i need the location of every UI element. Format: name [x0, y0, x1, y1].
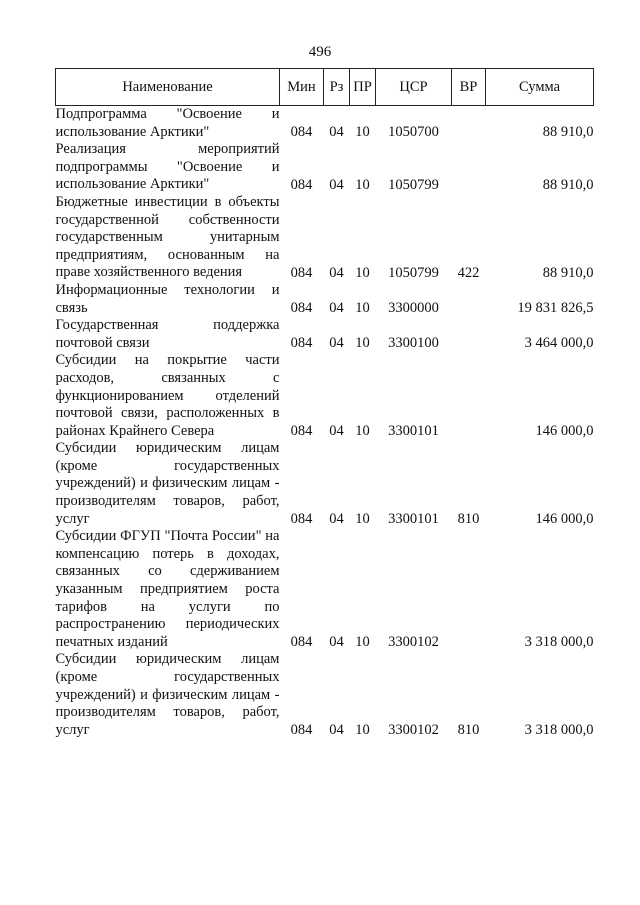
table-row [56, 141, 594, 194]
row-sum: 3 464 000,0 [524, 335, 594, 352]
header-sum: Сумма [486, 69, 594, 106]
row-name: Субсидии ФГУП "Почта России" на компенсацию потерь в доходах, связанных со сдерживанием указанным предприятием роста тарифов на услуги по распространению периодических печатных изданий [55, 528, 280, 650]
row-vr [452, 141, 486, 194]
table-row [56, 440, 594, 528]
row-sum: 19 831 826,5 [517, 300, 594, 317]
row-min: 084 [290, 176, 313, 193]
row-csr: 1050700 [388, 124, 439, 141]
row-pr: 10 [355, 264, 370, 281]
row-name: Реализация мероприятий подпрограммы "Освоение и использование Арктики" [55, 141, 280, 193]
row-vr [452, 282, 486, 317]
table-row [56, 106, 594, 142]
row-name: Субсидии юридическим лицам (кроме государственных учреждений) и физическим лицам - производителям товаров, работ, услуг [55, 440, 280, 527]
row-vr: 810 [457, 511, 480, 528]
row-name: Информационные технологии и связь [55, 281, 280, 316]
row-csr: 3300101 [388, 511, 439, 528]
table-row [56, 528, 594, 651]
table-row [56, 352, 594, 440]
row-rz: 04 [329, 176, 344, 193]
row-min: 084 [290, 423, 313, 440]
header-csr: ЦСР [376, 69, 452, 106]
table-row [56, 194, 594, 282]
row-csr: 3300102 [388, 634, 439, 651]
row-rz: 04 [329, 511, 344, 528]
row-vr: 422 [457, 264, 480, 281]
table-row [56, 317, 594, 352]
row-sum: 3 318 000,0 [524, 722, 594, 739]
table-row [56, 282, 594, 317]
budget-table [55, 68, 594, 739]
row-vr [452, 528, 486, 651]
row-min: 084 [290, 124, 313, 141]
row-pr: 10 [355, 511, 370, 528]
row-rz: 04 [329, 264, 344, 281]
row-sum: 88 910,0 [542, 176, 594, 193]
row-rz: 04 [329, 335, 344, 352]
row-csr: 1050799 [388, 264, 439, 281]
row-sum: 146 000,0 [535, 423, 594, 440]
row-sum: 146 000,0 [535, 511, 594, 528]
row-name: Государственная поддержка почтовой связи [55, 317, 280, 351]
row-pr: 10 [355, 634, 370, 651]
row-vr: 810 [457, 722, 480, 739]
row-rz: 04 [329, 634, 344, 651]
row-csr: 3300000 [388, 300, 439, 317]
header-min: Мин [280, 69, 324, 106]
page-number: 496 [308, 44, 332, 60]
row-sum: 88 910,0 [542, 264, 594, 281]
row-sum: 3 318 000,0 [524, 634, 594, 651]
row-name: Субсидии юридическим лицам (кроме государственных учреждений) и физическим лицам - производителям товаров, работ, услуг [55, 651, 280, 738]
row-pr: 10 [355, 300, 370, 317]
table-header-row [56, 69, 594, 106]
row-min: 084 [290, 300, 313, 317]
row-min: 084 [290, 511, 313, 528]
row-rz: 04 [329, 124, 344, 141]
row-csr: 3300102 [388, 722, 439, 739]
header-rz: Рз [324, 69, 350, 106]
row-vr [452, 106, 486, 142]
row-csr: 3300100 [388, 335, 439, 352]
row-csr: 3300101 [388, 423, 439, 440]
row-pr: 10 [355, 423, 370, 440]
row-vr [452, 317, 486, 352]
table-row [56, 651, 594, 739]
row-name: Бюджетные инвестиции в объекты государственной собственности государственным унитарным предприятиям, основанным на праве хозяйственного ведения [55, 193, 280, 281]
row-min: 084 [290, 634, 313, 651]
header-vr: ВР [452, 69, 486, 106]
row-csr: 1050799 [388, 176, 439, 193]
row-rz: 04 [329, 300, 344, 317]
row-name: Подпрограмма "Освоение и использование Арктики" [55, 106, 280, 140]
row-rz: 04 [329, 423, 344, 440]
row-sum: 88 910,0 [542, 124, 594, 141]
row-vr [452, 352, 486, 440]
row-min: 084 [290, 335, 313, 352]
row-rz: 04 [329, 722, 344, 739]
row-pr: 10 [355, 124, 370, 141]
row-pr: 10 [355, 176, 370, 193]
header-name: Наименование [56, 69, 280, 106]
row-min: 084 [290, 722, 313, 739]
row-name: Субсидии на покрытие части расходов, связанных с функционированием отделений почтовой связи, расположенных в районах Крайнего Севера [55, 352, 280, 439]
row-pr: 10 [355, 722, 370, 739]
row-min: 084 [290, 264, 313, 281]
row-pr: 10 [355, 335, 370, 352]
header-pr: ПР [350, 69, 376, 106]
